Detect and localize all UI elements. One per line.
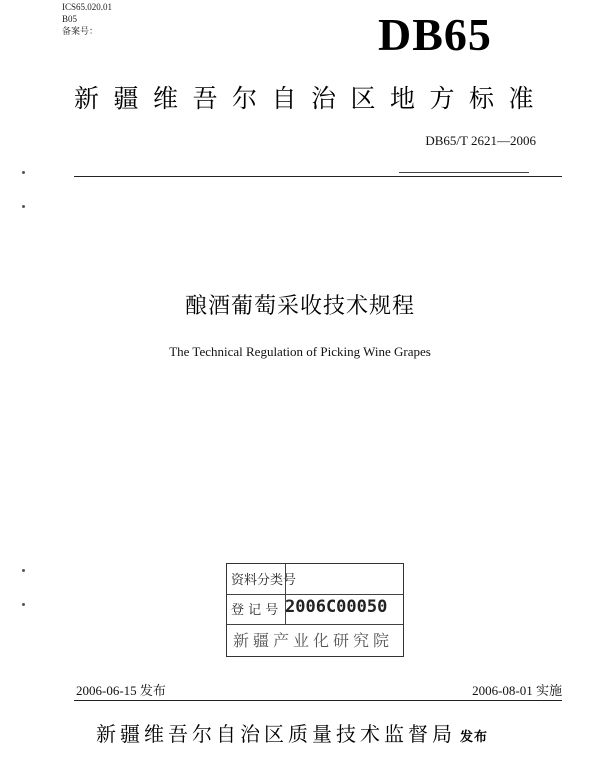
stamp-registration-label: 登 记 号 xyxy=(231,603,279,618)
standard-number: DB65/T 2621—2006 xyxy=(425,133,536,148)
scan-mark xyxy=(22,569,25,572)
standard-code-logo: DB65 xyxy=(378,9,492,60)
top-divider xyxy=(74,176,562,177)
ics-code: ICS65.020.01 xyxy=(62,2,113,12)
bottom-divider xyxy=(74,700,562,701)
registration-stamp xyxy=(226,563,404,657)
issuing-organization-suffix: 发布 xyxy=(460,730,489,745)
issuing-organization-name: 新疆维吾尔自治区质量技术监督局 xyxy=(96,722,456,746)
record-number-label: 备案号： xyxy=(62,26,99,36)
stamp-institution: 新疆产业化研究院 xyxy=(233,631,394,650)
document-title-cn: 酿酒葡萄采收技术规程 xyxy=(184,294,415,319)
scan-mark xyxy=(22,171,25,174)
stamp-row-registration xyxy=(227,594,403,625)
stamp-registration-value: 2006C00050 xyxy=(285,597,388,617)
scan-mark xyxy=(22,205,25,208)
issuing-organization xyxy=(96,718,488,747)
top-divider-short xyxy=(399,172,529,173)
issue-date: 2006-06-15 发布 xyxy=(76,683,166,698)
document-title-en: The Technical Regulation of Picking Wine Grapes xyxy=(169,344,431,359)
stamp-divider xyxy=(285,564,286,594)
stamp-row-classification xyxy=(227,564,403,595)
stamp-classification-label: 资料分类号 xyxy=(231,573,297,588)
implementation-date: 2006-08-01 实施 xyxy=(472,683,562,698)
standard-type-heading: 新疆维吾尔自治区地方标准 xyxy=(74,84,549,113)
classification-code: B05 xyxy=(62,14,78,24)
scan-mark xyxy=(22,603,25,606)
